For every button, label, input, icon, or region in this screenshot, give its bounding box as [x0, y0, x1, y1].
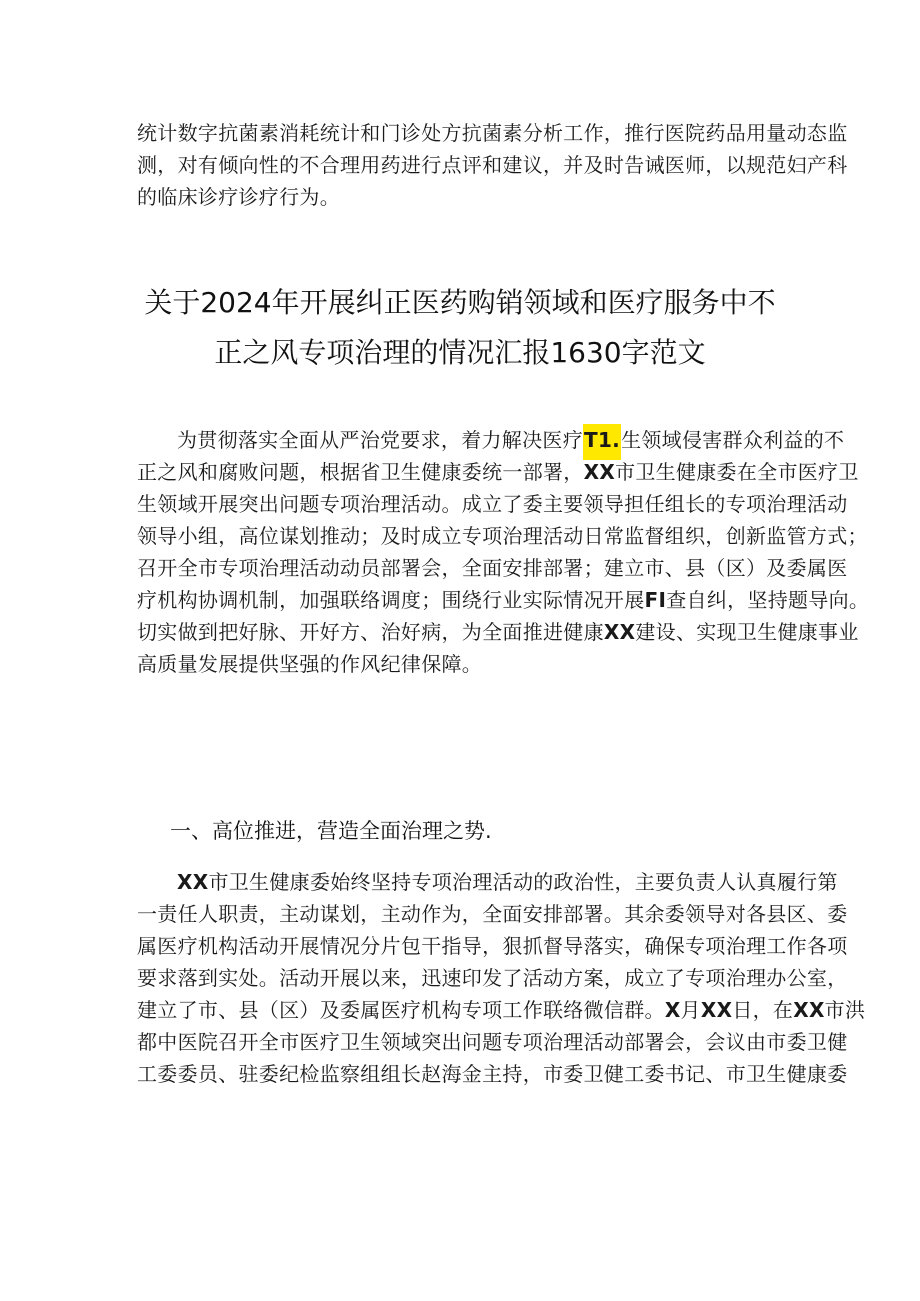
text-run: 市卫生健康委在全市医疗卫: [615, 460, 859, 484]
paragraph-2: [137, 866, 866, 1090]
text-run: 市卫生健康委始终坚持专项治理活动的政治性，主要负责人认真履行第: [208, 870, 838, 894]
text-line: [137, 456, 859, 488]
highlighted-text: T1.: [583, 424, 621, 460]
text-run: 正之风和腐败问题，根据省卫生健康委统一部署，: [137, 460, 584, 484]
text-run: 生领域侵害群众利益的不: [621, 428, 845, 452]
text-line: [137, 616, 859, 648]
text-line: 领导小组，高位谋划推动；及时成立专项治理活动日常监督组织，创新监管方式；: [137, 524, 868, 548]
text-line: [137, 994, 866, 1026]
text-run: 建设、实现卫生健康事业: [635, 620, 859, 644]
title-line: 正之风专项治理的情况汇报1630字范文: [214, 336, 706, 369]
text-line: 一责任人职责，主动谋划，主动作为，全面安排部署。其余委领导对各县区、委: [137, 902, 848, 926]
text-line: 召开全市专项治理活动动员部署会，全面安排部署；建立市、县（区）及委属医: [137, 556, 848, 580]
intro-paragraph: [137, 117, 848, 213]
bold-text: XX: [700, 998, 733, 1022]
text-line: 统计数字抗菌素消耗统计和门诊处方抗菌素分析工作，推行医院药品用量动态监: [137, 121, 848, 145]
title-line: 关于2024年开展纠正医药购销领域和医疗服务中不: [144, 286, 776, 319]
text-run: 为贯彻落实全面从严治党要求，着力解决医疗: [177, 428, 583, 452]
text-line: 高质量发展提供坚强的作风纪律保障。: [137, 652, 483, 676]
bold-text: XX: [603, 620, 636, 644]
text-run: 建立了市、县（区）及委属医疗机构专项工作联络微信群。: [137, 998, 665, 1022]
paragraph-1: [137, 424, 870, 680]
text-run: 市洪: [824, 998, 866, 1022]
text-line: 生领域开展突出问题专项治理活动。成立了委主要领导担任组长的专项治理活动: [137, 492, 848, 516]
text-run: 切实做到把好脉、开好方、治好病，为全面推进健康: [137, 620, 604, 644]
text-line: 的临床诊疗诊疗行为。: [137, 185, 340, 209]
text-run: 日，在: [732, 998, 794, 1022]
bold-text: XX: [177, 870, 209, 894]
text-line: 工委委员、驻委纪检监察组组长赵海金主持，市委卫健工委书记、市卫生健康委: [137, 1062, 848, 1086]
text-line: [137, 866, 838, 898]
text-run: 查自纠，坚持题导向。: [666, 588, 870, 612]
bold-text: XX: [583, 460, 616, 484]
text-line: 属医疗机构活动开展情况分片包干指导，狠抓督导落实，确保专项治理工作各项: [137, 934, 848, 958]
text-run: 月: [680, 998, 701, 1022]
text-line: 要求落到实处。活动开展以来，迅速印发了活动方案，成立了专项治理办公室，: [137, 966, 848, 990]
bold-text: FI: [644, 588, 667, 612]
text-line: [137, 584, 870, 616]
text-line: 测，对有倾向性的不合理用药进行点评和建议，并及时告诫医师，以规范妇产科: [137, 153, 848, 177]
text-line: 都中医院召开全市医疗卫生领域突出问题专项治理活动部署会，会议由市委卫健: [137, 1030, 848, 1054]
text-run: 疗机构协调机制，加强联络调度；围绕行业实际情况开展: [137, 588, 645, 612]
section-heading-1: 一、高位推进，营造全面治理之势.: [170, 819, 492, 843]
text-line: [137, 424, 845, 456]
bold-text: X: [664, 998, 681, 1022]
document-title: [90, 278, 830, 378]
bold-text: XX: [793, 998, 825, 1022]
